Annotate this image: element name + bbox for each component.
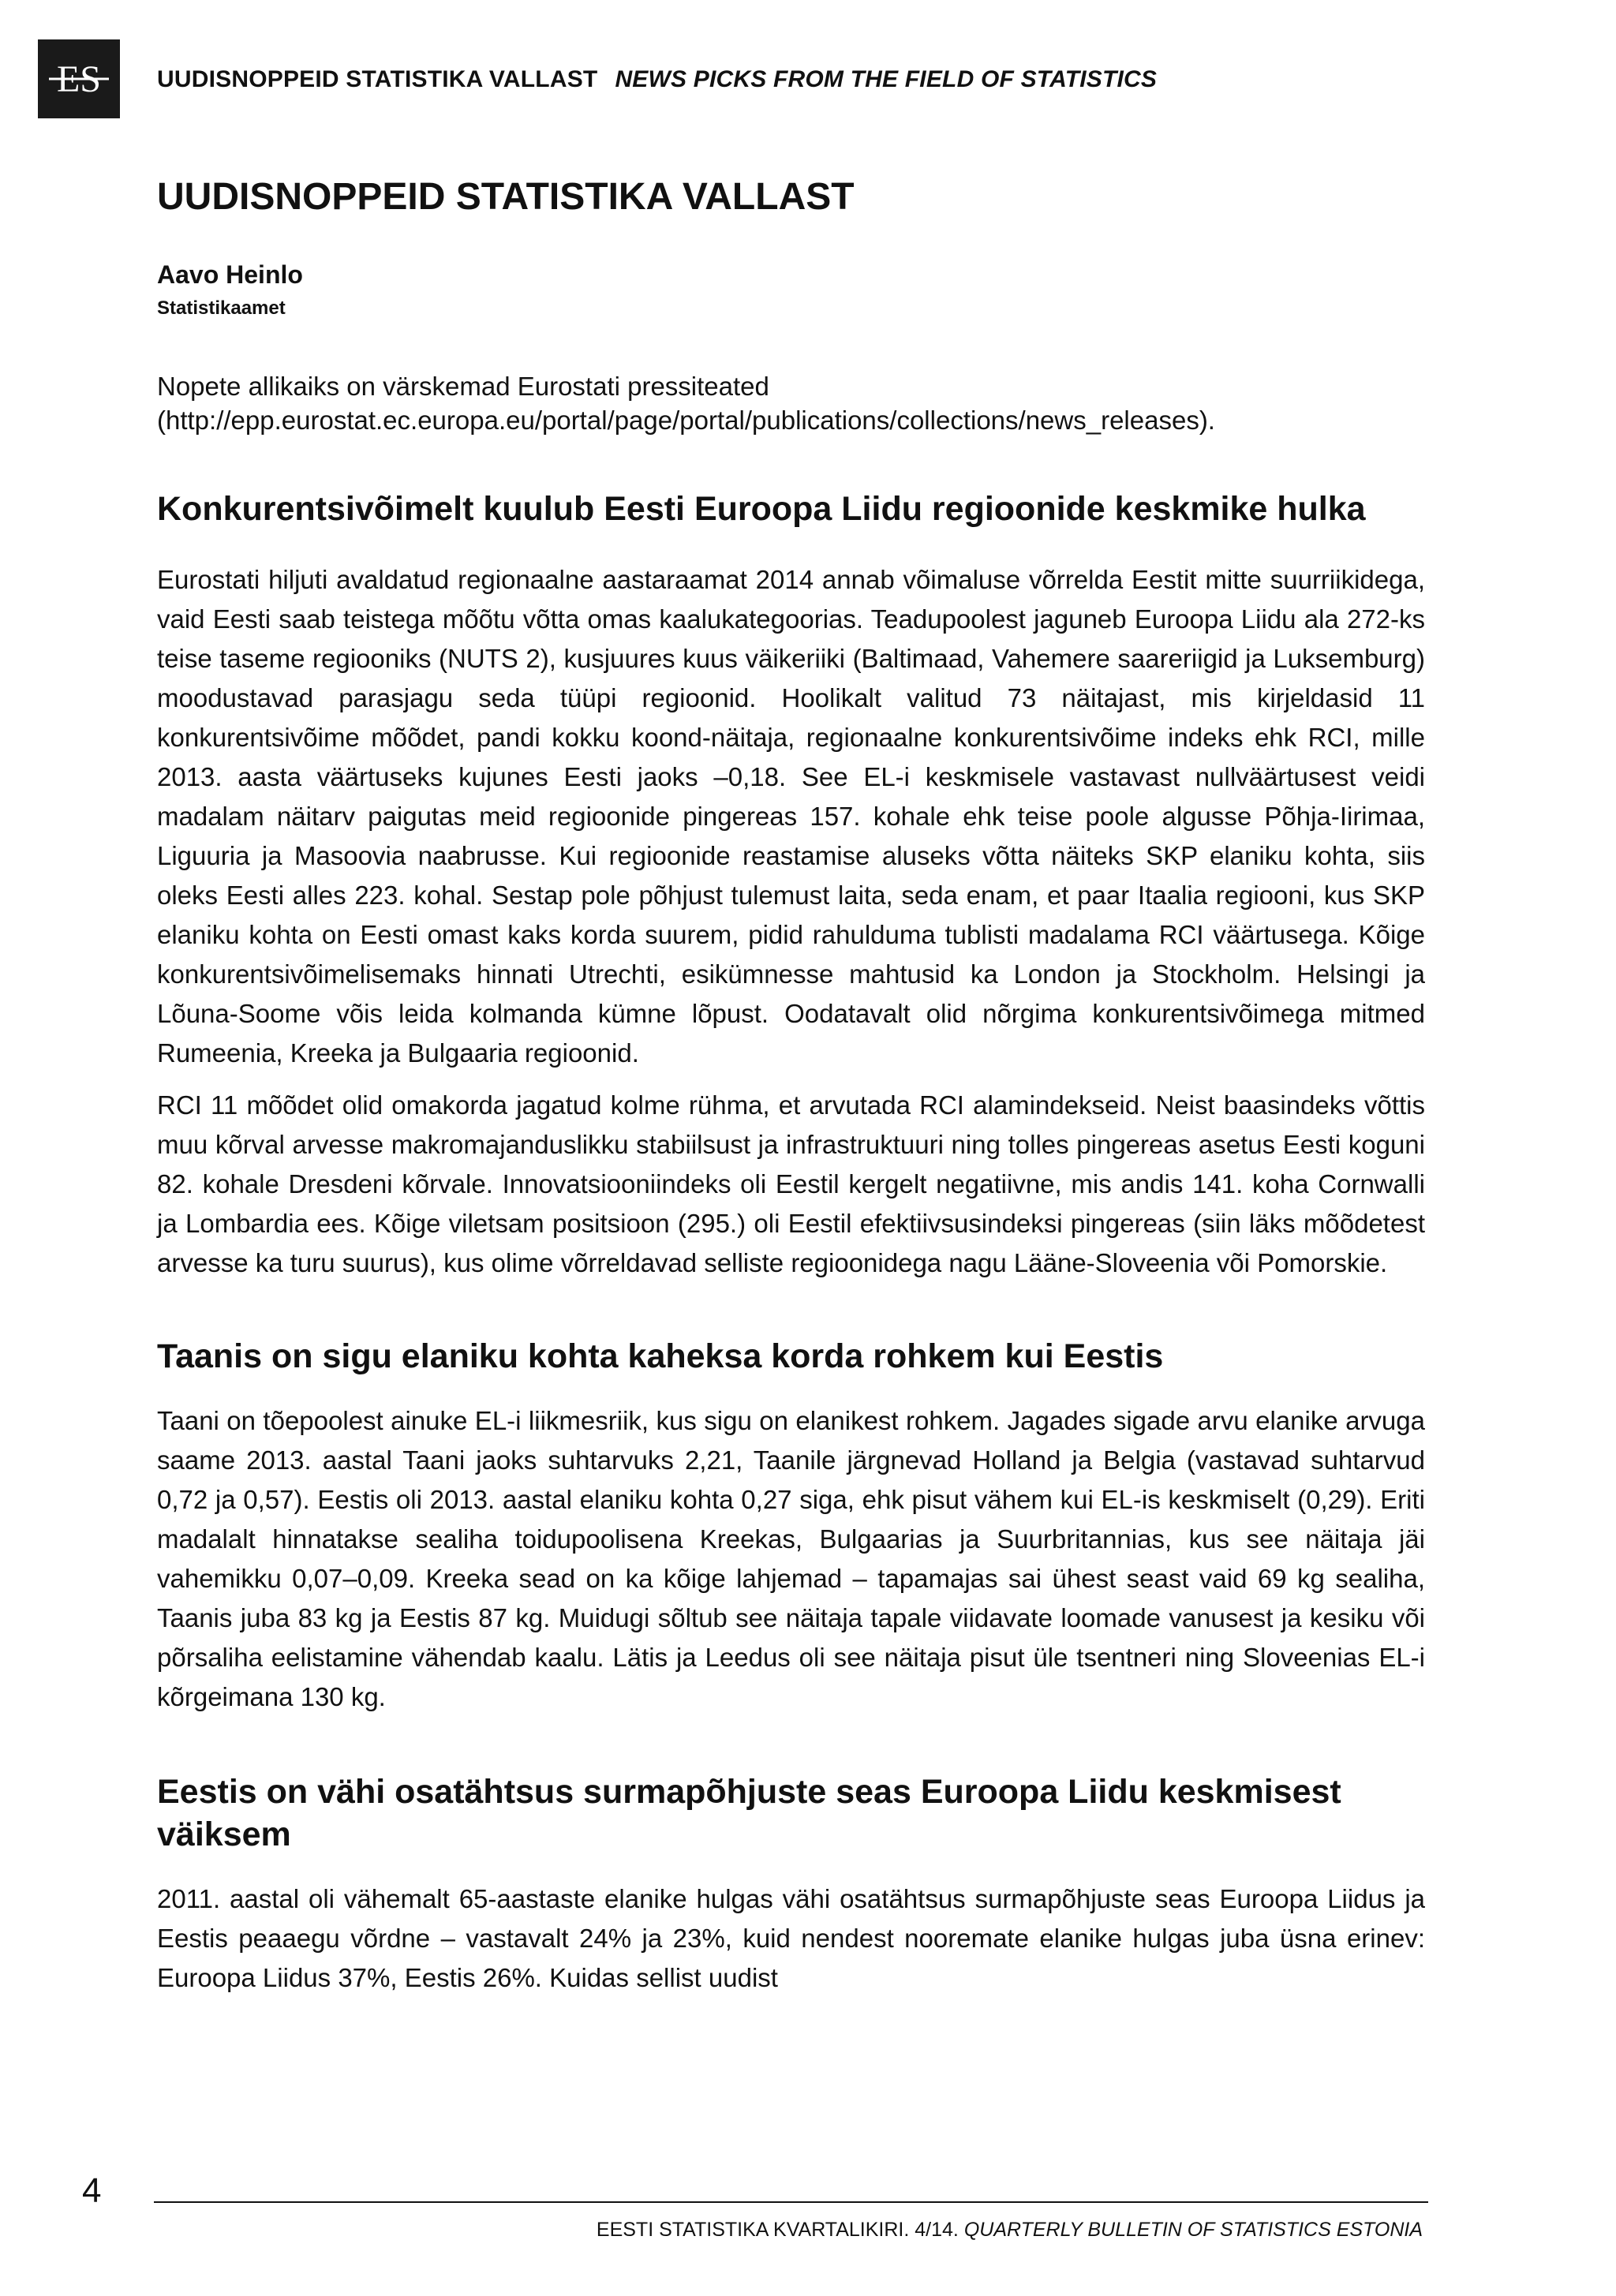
- running-title-et: UUDISNOPPEID STATISTIKA VALLAST: [157, 66, 598, 92]
- article-2-heading: Taanis on sigu elaniku kohta kaheksa korda rohkem kui Eestis: [157, 1337, 1164, 1375]
- es-logo-mark: [49, 58, 109, 100]
- running-header: [157, 66, 1157, 93]
- es-logo: [38, 39, 120, 118]
- article-3-paragraph-1: 2011. aastal oli vähemalt 65-aastaste elanike hulgas vähi osatähtsus surmapõhjuste seas Euroopa Liidus ja Eestis peaaegu võrdne – vastavalt 24% ja 23%, kuid nendest nooremate elanike hulgas juba üsna erinev: Euroopa Liidus 37%, Eestis 26%. Kuidas sellist uudist: [157, 1884, 1425, 1992]
- article-1-paragraph-1: Eurostati hiljuti avaldatud regionaalne aastaraamat 2014 annab võimaluse võrrelda Eestit mitte suurriikidega, vaid Eesti saab teistega mõõtu võtta omas kaalukategoorias. Teadupoolest jaguneb Euroopa Liidu ala 272-ks teise taseme regiooniks (NUTS 2), kusjuures kuus väikeriiki (Baltimaad, Vahemere saareriigid ja Luksemburg) moodustavad parasjagu seda tüüpi regioonid. Hoolikalt valitud 73 näitajast, mis kirjeldasid 11 konkurentsivõime mõõdet, pandi kokku koond-näitaja, regionaalne konkurentsivõime indeks ehk RCI, mille 2013. aasta väärtuseks kujunes Eesti jaoks –0,18. See EL-i keskmisele vastavast nullväärtusest veidi madalam näitarv paigutas meid regioonide pingereas 157. kohale ehk teise poole algusse Põhja-Iirimaa, Liguuria ja Masoovia naabrusse. Kui regioonide reastamise aluseks võtta näiteks SKP elaniku kohta, siis oleks Eesti alles 223. kohal. Sestap pole põhjust tulemust laita, seda enam, et paar Itaalia regiooni, kus SKP elaniku kohta on Eesti omast kaks korda suurem, pidid rahulduma tublisti madalama RCI väärtusega. Kõige konkurentsivõimelisemaks hinnati Utrechti, esikümnesse mahtusid ka London ja Stockholm. Helsingi ja Lõuna-Soome võis leida kolmanda kümne lõpust. Oodatavalt olid nõrgima konkurentsivõimega mitmed Rumeenia, Kreeka ja Bulgaaria regioonid.: [157, 565, 1425, 1068]
- svg-text:ES: ES: [56, 58, 102, 100]
- running-title-en: NEWS PICKS FROM THE FIELD OF STATISTICS: [615, 66, 1158, 92]
- footer-journal-en: QUARTERLY BULLETIN OF STATISTICS ESTONIA: [963, 2219, 1423, 2241]
- page-number: 4: [82, 2171, 102, 2210]
- article-3-heading: Eestis on vähi osatähtsus surmapõhjuste seas Euroopa Liidu keskmisest väiksem: [157, 1773, 1341, 1853]
- page-title: UUDISNOPPEID STATISTIKA VALLAST: [157, 176, 855, 218]
- intro-line-1: Nopete allikaiks on värskemad Eurostati pressiteated: [157, 372, 769, 401]
- article-1-heading: Konkurentsivõimelt kuulub Eesti Euroopa Liidu regioonide keskmike hulka: [157, 490, 1366, 528]
- author-affiliation: Statistikaamet: [157, 297, 286, 319]
- footer-journal: [597, 2219, 1423, 2242]
- articles: [157, 488, 1425, 1998]
- article-1-paragraph-2: RCI 11 mõõdet olid omakorda jagatud kolme rühma, et arvutada RCI alamindekseid. Neist baasindeks võttis muu kõrval arvesse makromajanduslikku stabiilsust ja infrastruktuuri ning tolles pingereas asetus Eesti koguni 82. kohale Dresdeni kõrvale. Innovatsiooniindeks oli Eestil kergelt negatiivne, mis andis 141. koha Cornwalli ja Lombardia ees. Kõige viletsam positsioon (295.) oli Eestil efektiivsusindeksi pingereas (siin läks mõõdetest arvesse ka turu suurus), kus olime võrreldavad selliste regioonidega nagu Lääne-Sloveenia või Pomorskie.: [157, 1090, 1425, 1277]
- author-name: Aavo Heinlo: [157, 260, 303, 289]
- footer-rule: [154, 2201, 1428, 2203]
- footer-journal-et: EESTI STATISTIKA KVARTALIKIRI. 4/14.: [596, 2219, 959, 2241]
- intro-source-link[interactable]: (http://epp.eurostat.ec.europa.eu/portal/page/portal/publications/collections/news_releases).: [157, 406, 1215, 435]
- article-2-paragraph-1: Taani on tõepoolest ainuke EL-i liikmesriik, kus sigu on elanikest rohkem. Jagades sigade arvu elanike arvuga saame 2013. aastal Taani jaoks suhtarvuks 2,21, Taanile järgnevad Holland ja Belgia (vastavad suhtarvud 0,72 ja 0,57). Eestis oli 2013. aastal elaniku kohta 0,27 siga, ehk pisut vähem kui EL-is keskmiselt (0,29). Eriti madalalt hinnatakse sealiha toidupoolisena Kreekas, Bulgaarias ja Suurbritannias, kus see näitaja jäi vahemikku 0,07–0,09. Kreeka sead on ka kõige lahjemad – tapamajas sai ühest seast vaid 69 kg sealiha, Taanis juba 83 kg ja Eestis 87 kg. Muidugi sõltub see näitaja tapale viidavate loomade vanusest ja kesiku või põrsaliha eelistamine vähendab kaalu. Lätis ja Leedus oli see näitaja pisut üle tsentneri ning Sloveenias EL-i kõrgeimana 130 kg.: [157, 1406, 1425, 1711]
- intro-text: [157, 369, 1435, 437]
